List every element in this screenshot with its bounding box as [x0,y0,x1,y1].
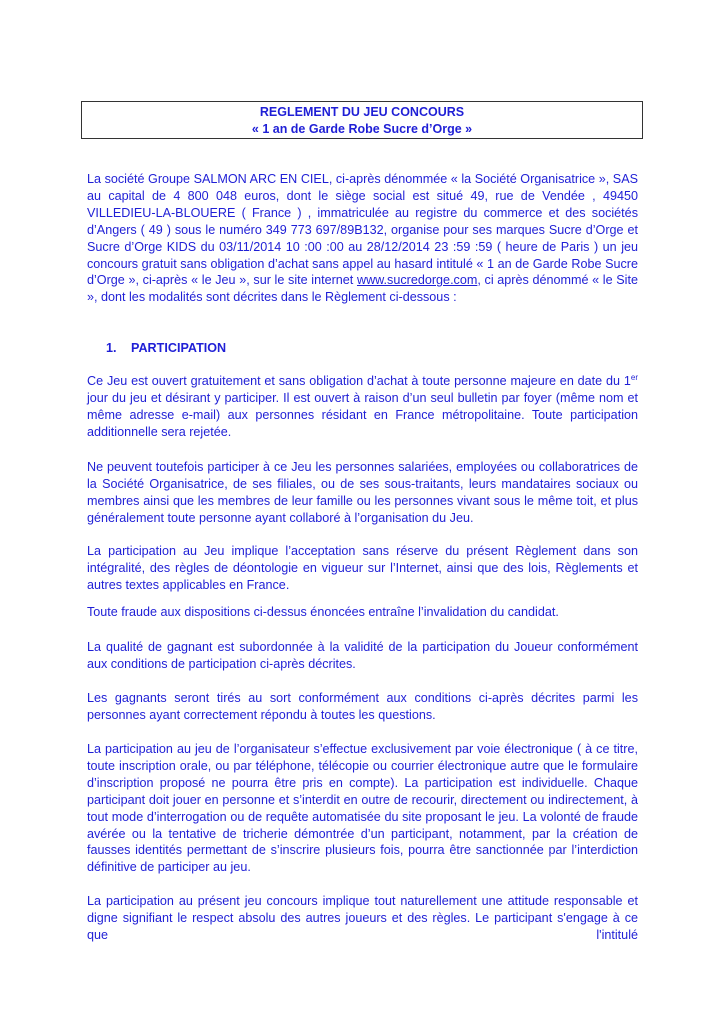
superscript-er: er [630,372,638,382]
intro-paragraph [87,171,638,306]
section-number: 1. [106,341,117,355]
section-title: PARTICIPATION [131,341,227,355]
paragraph-electronic-participation: La participation au jeu de l’organisateur s’effectue exclusivement par voie électronique ( à ce titre, toute inscription orale, ou par téléphone, télécopie ou courrier électronique autre que le formulaire d’inscription proposé ne pourra être pris en compte). La participation est individuelle. Chaque participant doit jouer en personne et s’interdit en outre de recourir, directement ou indirectement, à tout mode d’interrogation ou de requête automatisée du site proposant le jeu. La volonté de fraude avérée ou la tentative de tricherie démontrée d’un participant, notamment, par la création de fausses identités permettant de s’inscrire plusieurs fois, pourra être sanctionnée par l’interdiction définitive de participer au jeu. [87,742,638,875]
intro-text-part1: La société Groupe SALMON ARC EN CIEL, ci-après dénommée « la Société Organisatrice », SAS au capital de 4 800 048 euros, dont le siège social est situé 49, rue de Vendée , 49450 VILLEDIEU-LA-BLOUERE ( France ) , immatriculée au registre du commerce et des sociétés d’Angers ( 49 ) sous le numéro 349 773 697/89B132, organise pour ses marques Sucre d’Orge et Sucre d’Orge KIDS du 03/11/2014 10 :00 :00 au 28/12/2014 23 :59 :59 ( heure de Paris ) un jeu concours gratuit sans obligation d’achat sans appel au hasard intitulé « 1 an de Garde Robe Sucre d’Orge », ci-après « le Jeu », sur le site internet [87,172,638,288]
intro-text-part2: , ci après dénommé « le Site », dont les modalités sont décrites dans le Règlement ci-dessous : [87,273,638,305]
paragraph-exclusions: Ne peuvent toutefois participer à ce Jeu les personnes salariées, employées ou collaboratrices de la Société Organisatrice, de ses filiales, ou de ses sous-traitants, leurs mandataires sociaux ou membres ainsi que les membres de leur famille ou les personnes vivant sous le même toit, et plus généralement toute personne ayant collaboré à l’organisation du Jeu. [87,460,638,525]
paragraph-draw: Les gagnants seront tirés au sort conformément aux conditions ci-après décrites parmi les personnes ayant correctement répondu à toutes les questions. [87,691,638,722]
eligibility-text-continued: jour du jeu et désirant y participer. Il est ouvert à raison d’un seul bulletin par foyer (même nom et même adresse e-mail) aux personnes résidant en France métropolitaine. Toute participation additionnelle sera rejetée. [87,390,638,439]
document-title-box [81,101,643,139]
website-link[interactable]: www.sucredorge.com [356,273,478,288]
eligibility-text: Ce Jeu est ouvert gratuitement et sans obligation d’achat à toute personne majeure en date du 1 [87,374,631,388]
document-subtitle: « 1 an de Garde Robe Sucre d’Orge » [251,122,473,136]
paragraph-winner-quality: La qualité de gagnant est subordonnée à la validité de la participation du Joueur conformément aux conditions de participation ci-après décrites. [87,640,638,671]
document-title: REGLEMENT DU JEU CONCOURS [259,105,465,119]
paragraph-eligibility [87,373,638,441]
paragraph-fraud: Toute fraude aux dispositions ci-dessus énoncées entraîne l’invalidation du candidat. [87,605,559,619]
paragraph-responsible-attitude: La participation au présent jeu concours implique tout naturellement une attitude responsable et digne signifiant le respect absolu des autres joueurs et des règles. Le participant s'engage à ce que l'intitulé [87,894,638,942]
paragraph-acceptance: La participation au Jeu implique l’acceptation sans réserve du présent Règlement dans son intégralité, des règles de déontologie en vigueur sur l’Internet, ainsi que des lois, Règlements et autres textes applicables en France. [87,544,638,592]
section-heading-participation [106,341,226,355]
